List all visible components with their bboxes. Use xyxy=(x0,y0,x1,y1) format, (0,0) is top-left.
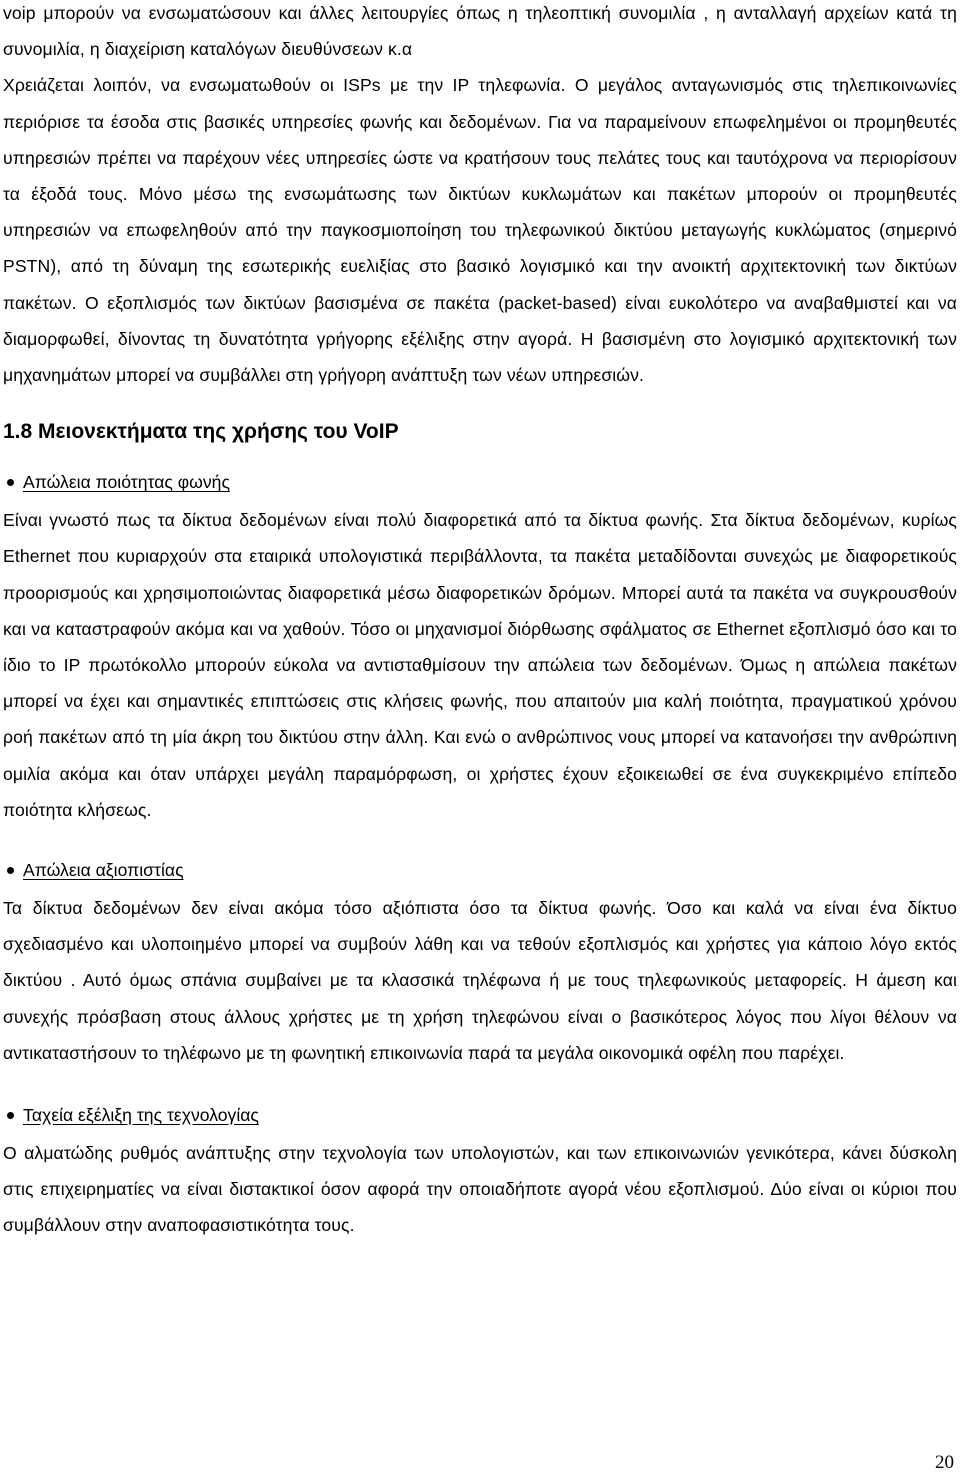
bullet-reliability-loss xyxy=(3,854,957,887)
page-content xyxy=(3,0,957,1244)
bullet-rapid-technology-evolution xyxy=(3,1099,957,1132)
bullet-label: Απώλεια αξιοπιστίας xyxy=(23,860,184,881)
page-number: 20 xyxy=(935,1452,954,1473)
intro-paragraph-isps: Χρειάζεται λοιπόν, να ενσωματωθούν οι ISPs με την IP τηλεφωνία. Ο μεγάλος ανταγωνισμός στις τηλεπικοινωνίες περιόρισε τα έσοδα στις βασικές υπηρεσίες φωνής και δεδομένων. Για να παραμείνουν επωφελημένοι οι προμηθευτές υπηρεσιών πρέπει να παρέχουν νέες υπηρεσίες ώστε να κρατήσουν τους πελάτες τους και ταυτόχρονα να περιορίσουν τα έξοδά τους. Μόνο μέσω της ενσωμάτωσης των δικτύων κυκλωμάτων και πακέτων μπορούν οι προμηθευτές υπηρεσιών να επωφεληθούν από την παγκοσμιοποίηση του τηλεφωνικού δικτύου μεταγωγής κυκλώματος (σημερινό PSTN), από τη δύναμη της εσωτερικής ευελιξίας στο βασικό λογισμικό και την ανοικτή αρχιτεκτονική των δικτύων πακέτων. Ο εξοπλισμός των δικτύων βασισμένα σε πακέτα (packet-based) είναι ευκολότερο να αναβαθμιστεί και να διαμορφωθεί, δίνοντας τη δυνατότητα γρήγορης εξέλιξης στην αγορά. Η βασισμένη στο λογισμικό αρχιτεκτονική των μηχανημάτων μπορεί να συμβάλλει στη γρήγορη ανάπτυξη των νέων υπηρεσιών. xyxy=(3,75,957,386)
intro-paragraph-continuation: voip μπορούν να ενσωματώσουν και άλλες λειτουργίες όπως η τηλεοπτική συνομιλία , η ανταλλαγή αρχείων κατά τη συνομιλία, η διαχείριση καταλόγων διευθύνσεων κ.α xyxy=(3,3,957,60)
bullet-paragraph-reliability: Τα δίκτυα δεδομένων δεν είναι ακόμα τόσο αξιόπιστα όσο τα δίκτυα φωνής. Όσο και καλά να είναι ένα δίκτυο σχεδιασμένο και υλοποιημένο μπορεί να συμβούν λάθη και να τεθούν εξοπλισμός και χρήστες για κάποιο λόγο εκτός δικτύου . Αυτό όμως σπάνια συμβαίνει με τα κλασσικά τηλέφωνα ή με τους τηλεφωνικούς μεταφορείς. Η άμεση και συνεχής πρόσβαση στους άλλους χρήστες με τη χρήση τηλεφώνου είναι ο βασικότερος λόγος που λίγοι θέλουν να αντικαταστήσουν το τηλέφωνο με τη φωνητική επικοινωνία παρά τα μεγάλα οικονομικά οφέλη που παρέχει. xyxy=(3,898,957,1063)
bullet-label: Ταχεία εξέλιξη της τεχνολογίας xyxy=(23,1105,259,1126)
bullet-label: Απώλεια ποιότητας φωνής xyxy=(23,472,230,493)
bullet-dot-icon xyxy=(7,479,14,486)
bullet-dot-icon xyxy=(7,867,14,874)
bullet-voice-quality-loss xyxy=(3,466,957,499)
section-heading: 1.8 Μειονεκτήματα της χρήσης του VoIP xyxy=(3,420,399,444)
bullet-paragraph-technology: Ο αλματώδης ρυθμός ανάπτυξης στην τεχνολογία των υπολογιστών, και των επικοινωνιών γενικότερα, κάνει δύσκολη στις επιχειρηματίες να είναι διστακτικοί όσον αφορά την οποιαδήποτε αγορά νέου εξοπλισμού. Δύο είναι οι κύριοι που συμβάλλουν στην αναποφασιστικότητα τους. xyxy=(3,1143,957,1236)
bullet-dot-icon xyxy=(7,1112,14,1119)
bullet-paragraph-voice-quality: Είναι γνωστό πως τα δίκτυα δεδομένων είναι πολύ διαφορετικά από τα δίκτυα φωνής. Στα δίκτυα δεδομένων, κυρίως Ethernet που κυριαρχούν στα εταιρικά υπολογιστικά περιβάλλοντα, τα πακέτα μεταδίδονται συνεχώς με διαφορετικούς προορισμούς και χρησιμοποιώντας διαφορετικά μέσω διαφορετικών δρόμων. Μπορεί αυτά τα πακέτα να συγκρουσθούν και να καταστραφούν ακόμα και να χαθούν. Τόσο οι μηχανισμοί διόρθωσης σφάλματος σε Ethernet εξοπλισμό όσο και το ίδιο το IP πρωτόκολλο μπορούν εύκολα να αντισταθμίσουν την απώλεια των δεδομένων. Όμως η απώλεια πακέτων μπορεί να έχει και σημαντικές επιπτώσεις στις κλήσεις φωνής, που απαιτούν μια καλή ποιότητα, πραγματικού χρόνου ροή πακέτων από τη μία άκρη του δικτύου στην άλλη. Και ενώ ο ανθρώπινος νους μπορεί να κατανοήσει την ανθρώπινη ομιλία ακόμα και όταν υπάρχει μεγάλη παραμόρφωση, οι χρήστες έχουν εξοικειωθεί σε ένα συγκεκριμένο επίπεδο ποιότητα κλήσεως. xyxy=(3,510,957,820)
